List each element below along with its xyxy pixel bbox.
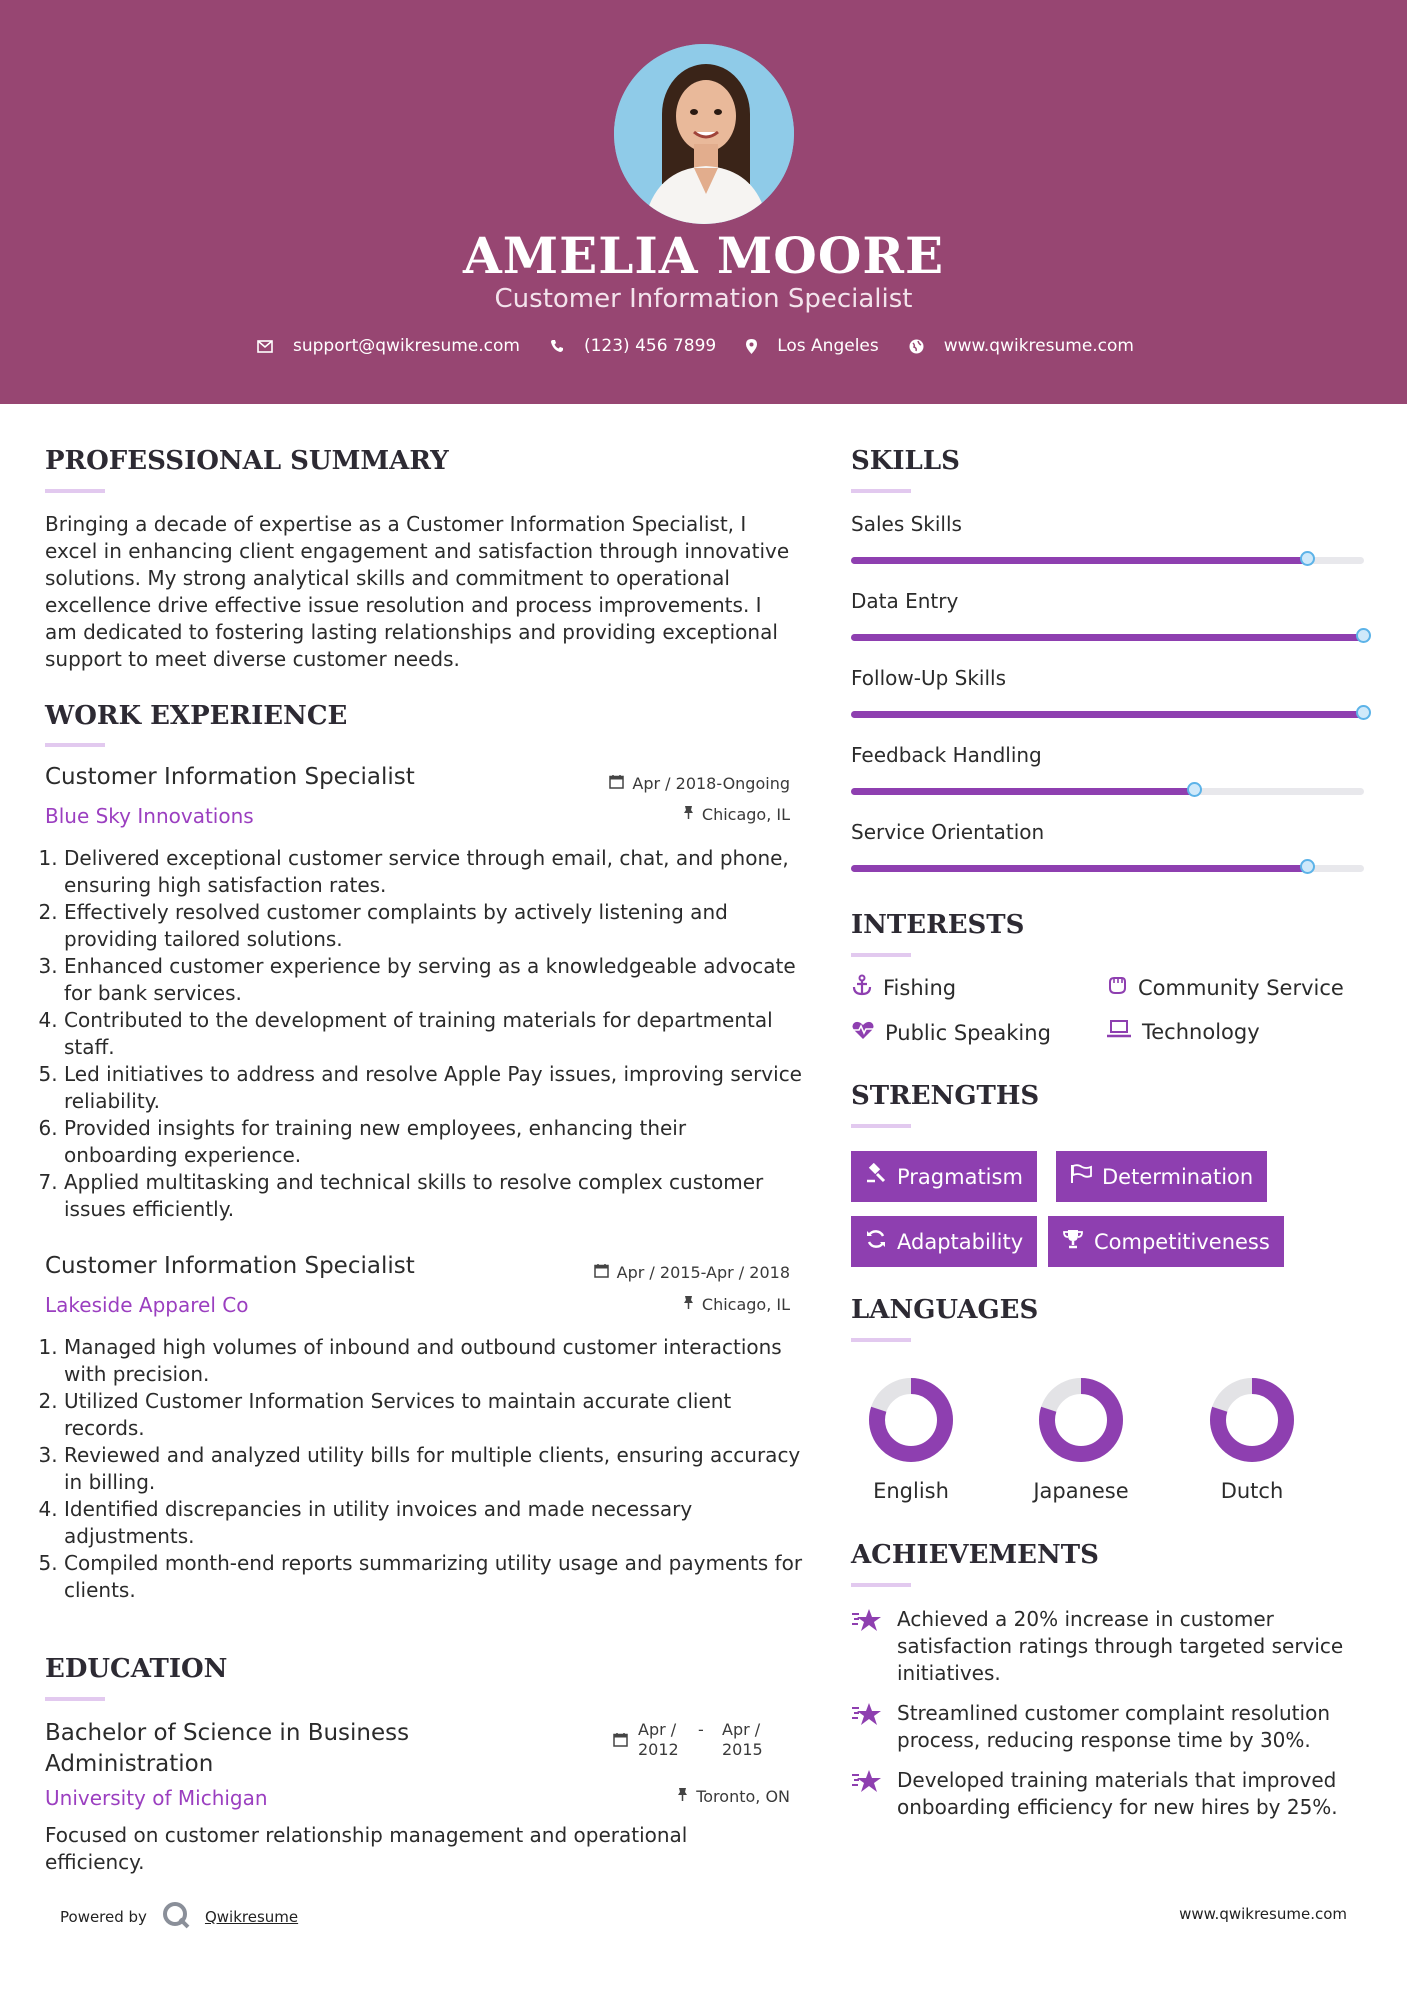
- skill-label: Sales Skills: [851, 512, 962, 536]
- skill-bar-fill: [851, 788, 1195, 795]
- list-item: 5. Led initiatives to address and resolve Apple Pay issues, improving service reliability.: [64, 1061, 804, 1115]
- skill-bar: [851, 557, 1364, 564]
- skill-bar-fill: [851, 865, 1308, 872]
- degree-title: Bachelor of Science in Business Administration: [45, 1720, 410, 1777]
- list-item: 1. Delivered exceptional customer service through email, chat, and phone, ensuring high satisfaction rates.: [64, 845, 804, 899]
- skill-bar: [851, 788, 1364, 795]
- strength-badge-competitiveness: Competitiveness: [1048, 1216, 1284, 1267]
- experience-heading: WORK EXPERIENCE: [45, 701, 348, 731]
- achievements-heading: ACHIEVEMENTS: [851, 1540, 1099, 1570]
- heartbeat-icon: [851, 1019, 875, 1046]
- gavel-icon: [865, 1163, 887, 1190]
- interests-underline: [851, 953, 911, 957]
- strength-badge-determination: Determination: [1056, 1151, 1267, 1202]
- laptop-icon: [1106, 1019, 1132, 1044]
- list-item: 1. Managed high volumes of inbound and outbound customer interactions with precision.: [64, 1334, 804, 1388]
- skill-level-knob: [1187, 782, 1202, 797]
- trophy-icon: [1062, 1228, 1084, 1255]
- calendar-icon: [609, 774, 624, 793]
- star-icon: [851, 1606, 883, 1687]
- experience-underline: [45, 743, 105, 747]
- skills-underline: [851, 489, 911, 493]
- contact-phone[interactable]: (123) 456 7899: [550, 336, 716, 356]
- job-dates: Apr / 2018-Ongoing: [609, 774, 790, 793]
- education-location: Toronto, ON: [677, 1787, 790, 1806]
- hand-icon: [1106, 974, 1128, 1001]
- list-item: 7. Applied multitasking and technical skills to resolve complex customer issues efficiently.: [64, 1169, 804, 1223]
- job-company: Blue Sky Innovations: [45, 804, 254, 828]
- job-title: Customer Information Specialist: [45, 764, 415, 790]
- language-donut: [1202, 1370, 1302, 1470]
- interest-item-community-service: Community Service: [1106, 974, 1344, 1001]
- globe-icon: [909, 339, 924, 354]
- school-name: University of Michigan: [45, 1786, 268, 1810]
- calendar-icon: [613, 1732, 628, 1760]
- job-duties: [45, 1334, 804, 1604]
- footer-site[interactable]: www.qwikresume.com: [1179, 1905, 1347, 1923]
- language-donut: [861, 1370, 961, 1470]
- education-description: Focused on customer relationship management and operational efficiency.: [45, 1823, 688, 1874]
- candidate-title: Customer Information Specialist: [494, 284, 913, 314]
- interest-item-fishing: Fishing: [851, 974, 956, 1001]
- education-start: Apr / 2012: [638, 1720, 679, 1759]
- skill-label: Data Entry: [851, 589, 959, 613]
- summary-heading: PROFESSIONAL SUMMARY: [45, 446, 449, 476]
- pin-icon: [677, 1787, 688, 1806]
- achievement-item: Achieved a 20% increase in customer satisfaction ratings through targeted service initiatives.: [851, 1606, 1371, 1687]
- summary-text: Bringing a decade of expertise as a Customer Information Specialist, I excel in enhancing client engagement and satisfaction through innovative solutions. My strong analytical skills and commitment to operational excellence drive effective issue resolution and process improvements. I am dedicated to fostering lasting relationships and providing exceptional support to meet diverse customer needs.: [45, 512, 790, 671]
- avatar: [614, 44, 794, 224]
- skill-level-knob: [1300, 551, 1315, 566]
- skill-bar: [851, 634, 1364, 641]
- skills-heading: SKILLS: [851, 446, 960, 476]
- list-item: 2. Utilized Customer Information Services to maintain accurate client records.: [64, 1388, 804, 1442]
- strengths-heading: STRENGTHS: [851, 1081, 1040, 1111]
- achievements-underline: [851, 1583, 911, 1587]
- job-dates: Apr / 2015-Apr / 2018: [594, 1263, 790, 1282]
- language-label: Dutch: [1220, 1479, 1284, 1503]
- languages-underline: [851, 1338, 911, 1342]
- skill-bar-fill: [851, 634, 1364, 641]
- star-icon: [851, 1767, 883, 1821]
- footer-powered-by: [60, 1900, 298, 1934]
- powered-by-label: Powered by: [60, 1908, 147, 1926]
- list-item: 5. Compiled month-end reports summarizing utility usage and payments for clients.: [64, 1550, 804, 1604]
- qwikresume-logo-icon: [161, 1900, 191, 1934]
- list-item: 4. Identified discrepancies in utility invoices and made necessary adjustments.: [64, 1496, 804, 1550]
- skill-label: Service Orientation: [851, 820, 1045, 844]
- strength-badge-pragmatism: Pragmatism: [851, 1151, 1037, 1202]
- qwikresume-link[interactable]: Qwikresume: [204, 1908, 299, 1926]
- strength-badge-adaptability: Adaptability: [851, 1216, 1037, 1267]
- candidate-name: AMELIA MOORE: [462, 226, 945, 285]
- skill-level-knob: [1356, 705, 1371, 720]
- strengths-underline: [851, 1124, 911, 1128]
- achievement-item: Streamlined customer complaint resolution process, reducing response time by 30%.: [851, 1700, 1371, 1754]
- contact-website[interactable]: www.qwikresume.com: [909, 336, 1134, 356]
- list-item: 2. Effectively resolved customer complaints by actively listening and providing tailored solutions.: [64, 899, 804, 953]
- skill-bar-fill: [851, 711, 1364, 718]
- calendar-icon: [594, 1263, 609, 1282]
- envelope-icon: [257, 340, 273, 353]
- job-title: Customer Information Specialist: [45, 1253, 415, 1279]
- skill-bar: [851, 711, 1364, 718]
- phone-icon: [550, 339, 564, 353]
- map-pin-icon: [746, 339, 757, 354]
- language-label: English: [873, 1479, 949, 1503]
- refresh-icon: [865, 1228, 887, 1255]
- contact-bar: [0, 336, 1407, 356]
- skill-level-knob: [1356, 628, 1371, 643]
- education-underline: [45, 1697, 105, 1701]
- pin-icon: [683, 1295, 694, 1314]
- interest-item-technology: Technology: [1106, 1019, 1260, 1044]
- interest-item-public-speaking: Public Speaking: [851, 1019, 1051, 1046]
- education-dates: Apr / 2012 - Apr / 2015: [613, 1720, 772, 1760]
- language-donut: [1031, 1370, 1131, 1470]
- interests-heading: INTERESTS: [851, 910, 1025, 940]
- list-item: 3. Reviewed and analyzed utility bills for multiple clients, ensuring accuracy in billing.: [64, 1442, 804, 1496]
- job-duties: [45, 845, 804, 1223]
- list-item: 3. Enhanced customer experience by serving as a knowledgeable advocate for bank services.: [64, 953, 804, 1007]
- star-icon: [851, 1700, 883, 1754]
- education-heading: EDUCATION: [45, 1654, 228, 1684]
- pin-icon: [683, 805, 694, 824]
- job-location: Chicago, IL: [683, 805, 790, 824]
- skill-label: Follow-Up Skills: [851, 666, 1007, 690]
- achievement-item: Developed training materials that improved onboarding efficiency for new hires by 25%.: [851, 1767, 1371, 1821]
- contact-location: Los Angeles: [746, 336, 879, 356]
- list-item: 6. Provided insights for training new employees, enhancing their onboarding experience.: [64, 1115, 804, 1169]
- language-label: Japanese: [1033, 1479, 1129, 1503]
- skill-bar-fill: [851, 557, 1308, 564]
- contact-email[interactable]: support@qwikresume.com: [257, 336, 520, 356]
- skill-label: Feedback Handling: [851, 743, 1042, 767]
- header-banner: [0, 0, 1407, 404]
- education-end: Apr / 2015: [722, 1720, 763, 1759]
- flag-icon: [1070, 1164, 1092, 1189]
- list-item: 4. Contributed to the development of training materials for departmental staff.: [64, 1007, 804, 1061]
- summary-underline: [45, 489, 105, 493]
- skill-level-knob: [1300, 859, 1315, 874]
- job-location: Chicago, IL: [683, 1295, 790, 1314]
- languages-heading: LANGUAGES: [851, 1295, 1039, 1325]
- job-company: Lakeside Apparel Co: [45, 1293, 249, 1317]
- skill-bar: [851, 865, 1364, 872]
- anchor-icon: [851, 974, 873, 1001]
